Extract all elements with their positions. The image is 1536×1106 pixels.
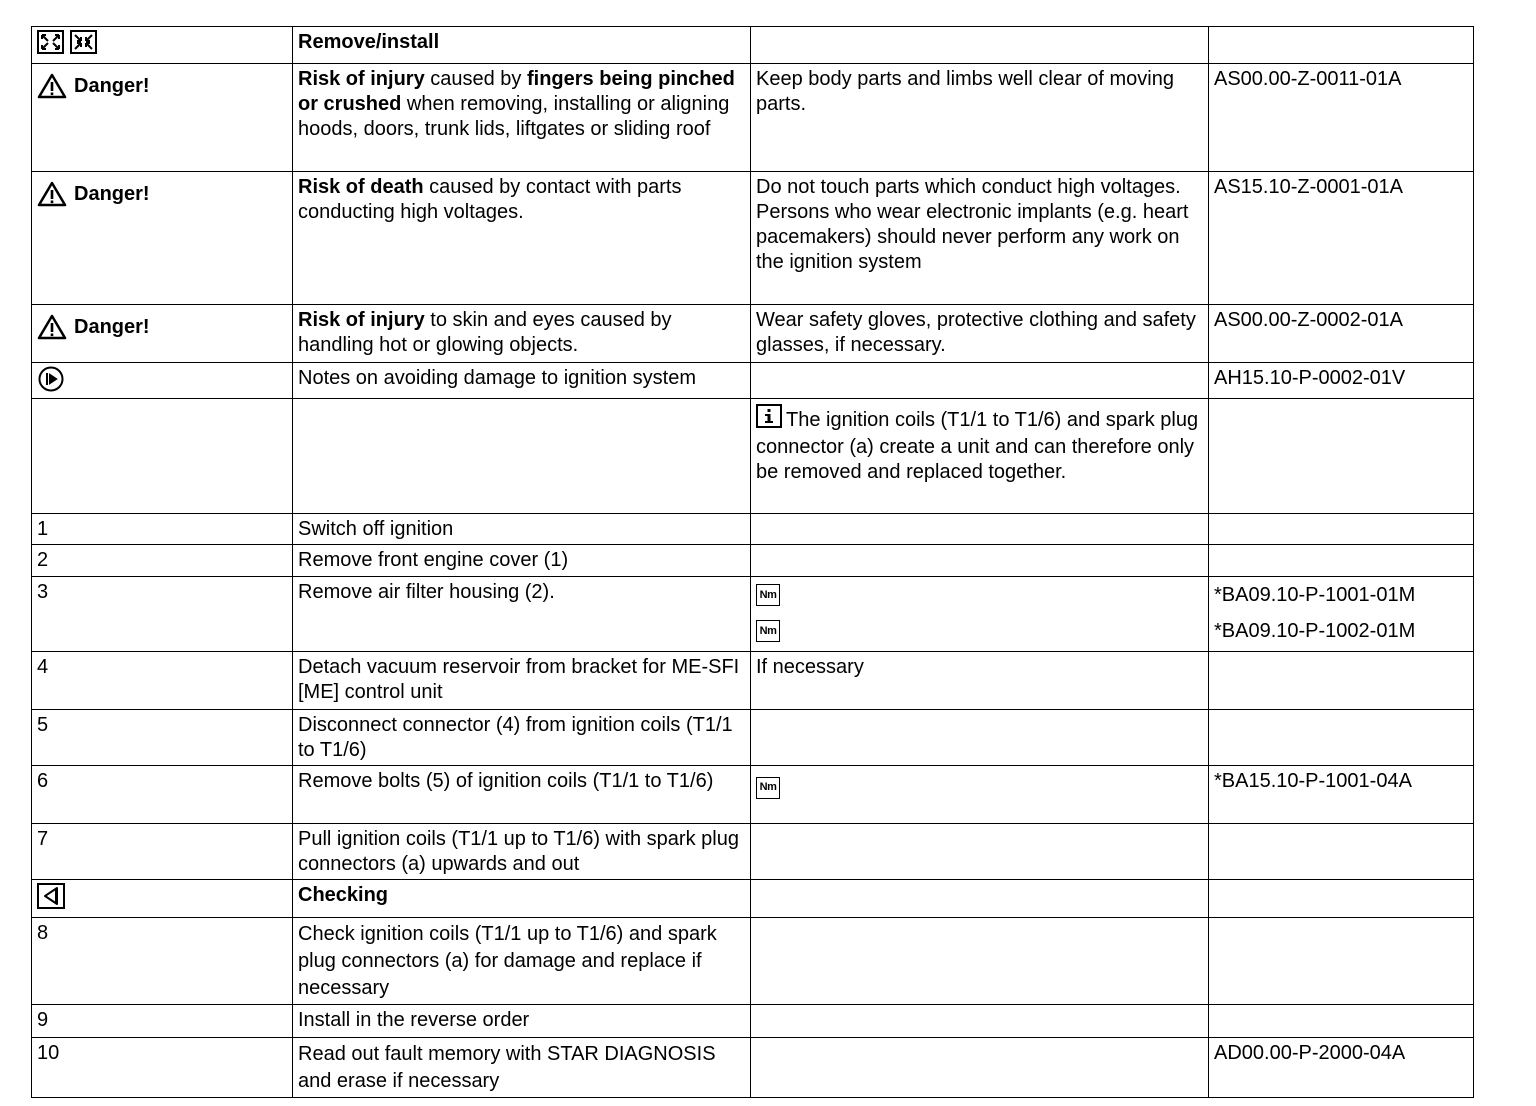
- document-reference[interactable]: AS00.00-Z-0002-01A: [1214, 309, 1404, 331]
- table-row: 5 Disconnect connector (4) from ignition coils (T1/1 to T1/6): [32, 710, 1474, 766]
- step-number: 9: [37, 1009, 49, 1031]
- table-row: Danger! Risk of injury caused by fingers being pinched or crushed when removing, installing or aligning hoods, doors, trunk lids, liftgates or sliding roof Keep body parts and limbs well clear of moving parts. AS00.00-Z-0011-01A: [32, 64, 1474, 172]
- table-row: 7 Pull ignition coils (T1/1 up to T1/6) with spark plug connectors (a) upwards and out: [32, 824, 1474, 880]
- document-reference[interactable]: *BA15.10-P-1001-04A: [1214, 770, 1412, 792]
- warning-triangle-icon: [37, 314, 67, 340]
- step-number: 7: [37, 828, 49, 850]
- table-row: [32, 880, 1474, 918]
- table-row: The ignition coils (T1/1 to T1/6) and spark plug connector (a) create a unit and can therefore only be removed and replaced together.: [32, 399, 1474, 514]
- checking-icon: [37, 883, 287, 909]
- step-number: 8: [37, 922, 49, 944]
- document-reference[interactable]: *BA09.10-P-1002-01M: [1214, 619, 1416, 642]
- table-row: 10 Read out fault memory with STAR DIAGNOSIS and erase if necessary AD00.00-P-2000-04A: [32, 1038, 1474, 1098]
- section-title: Remove/install: [298, 31, 440, 53]
- info-icon: [756, 404, 782, 435]
- warning-triangle-icon: [37, 181, 67, 207]
- step-number: 4: [37, 656, 49, 678]
- document-reference[interactable]: AH15.10-P-0002-01V: [1214, 367, 1406, 389]
- danger-label: Danger!: [37, 73, 150, 99]
- step-number: 1: [37, 518, 49, 540]
- table-row: 4 Detach vacuum reservoir from bracket for ME-SFI [ME] control unit If necessary: [32, 652, 1474, 710]
- section-title: Checking: [298, 884, 389, 906]
- step-number: 5: [37, 714, 49, 736]
- table-row: 8 Check ignition coils (T1/1 up to T1/6) and spark plug connectors (a) for damage and replace if necessary: [32, 918, 1474, 1005]
- step-number: 10: [37, 1042, 60, 1064]
- danger-label: Danger!: [37, 314, 150, 340]
- torque-nm-icon: Nm: [756, 777, 780, 799]
- remove-icon: [37, 30, 64, 54]
- table-row: Danger! Risk of death caused by contact with parts conducting high voltages. Do not touch parts which conduct high voltages. Persons who wear electronic implants (e.g. heart pacemakers) should never perform any work on the ignition system AS15.10-Z-0001-01A: [32, 172, 1474, 305]
- table-row: 9 Install in the reverse order: [32, 1005, 1474, 1038]
- table-row: 3 Remove air filter housing (2). Nm Nm *BA09.10-P-1001-01M *BA09.10-P-1002-01M: [32, 577, 1474, 652]
- notice-icon: [37, 366, 287, 392]
- table-row: [32, 27, 1474, 64]
- table-row: Notes on avoiding damage to ignition system AH15.10-P-0002-01V: [32, 363, 1474, 399]
- table-row: Danger! Risk of injury to skin and eyes caused by handling hot or glowing objects. Wear safety gloves, protective clothing and safety glasses, if necessary. AS00.00-Z-0002-01A: [32, 305, 1474, 363]
- document-reference[interactable]: AD00.00-P-2000-04A: [1214, 1042, 1406, 1064]
- warning-triangle-icon: [37, 73, 67, 99]
- document-reference[interactable]: *BA09.10-P-1001-01M: [1214, 583, 1416, 606]
- install-icon: [70, 30, 97, 54]
- document-reference[interactable]: AS00.00-Z-0011-01A: [1214, 68, 1402, 90]
- danger-label: Danger!: [37, 181, 150, 207]
- procedure-table: [31, 26, 1474, 1098]
- table-row: 6 Remove bolts (5) of ignition coils (T1/1 to T1/6) Nm *BA15.10-P-1001-04A: [32, 766, 1474, 824]
- step-number: 2: [37, 549, 49, 571]
- document-reference[interactable]: AS15.10-Z-0001-01A: [1214, 176, 1404, 198]
- step-number: 3: [37, 581, 49, 603]
- table-row: 2 Remove front engine cover (1): [32, 545, 1474, 577]
- table-row: 1 Switch off ignition: [32, 514, 1474, 545]
- torque-nm-icon: Nm: [756, 584, 780, 606]
- torque-nm-icon: Nm: [756, 620, 780, 642]
- step-number: 6: [37, 770, 49, 792]
